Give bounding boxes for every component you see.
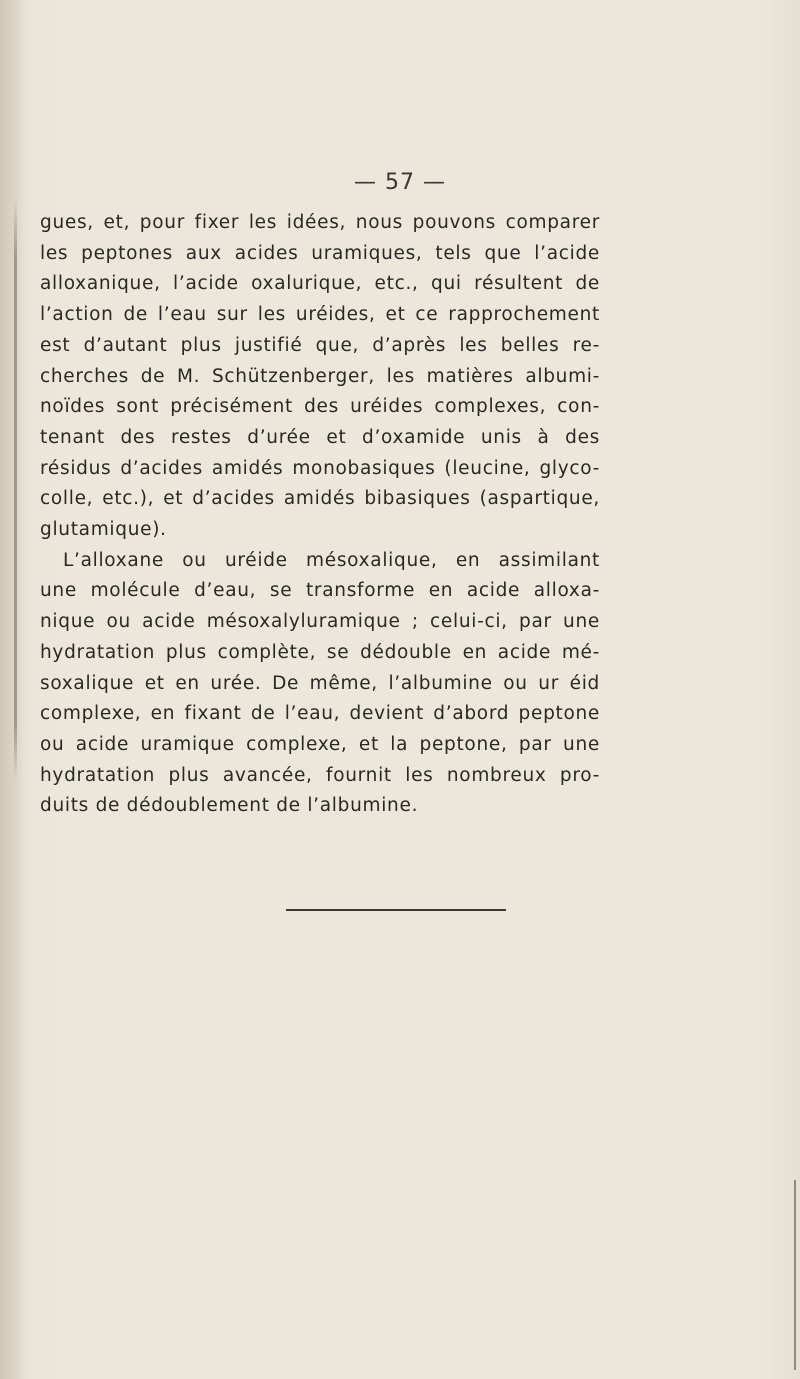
text-line: hydratation plus complète, se dédouble en acide mé- xyxy=(40,641,600,663)
text-line: duits de dédoublement de l’albumine. xyxy=(40,795,419,817)
text-line: complexe, en fixant de l’eau, devient d’abord peptone xyxy=(40,703,600,725)
page-number: — 57 — xyxy=(354,170,446,195)
text-line: résidus d’acides amidés monobasiques (leucine, glyco- xyxy=(40,457,600,479)
text-line: les peptones aux acides uramiques, tels que l’acide xyxy=(40,242,600,264)
binding-shadow xyxy=(0,0,26,1379)
text-line: glutamique). xyxy=(40,519,167,541)
page-edge-mark xyxy=(794,1180,796,1370)
text-line: noïdes sont précisément des uréides complexes, con- xyxy=(40,396,600,418)
text-line: colle, etc.), et d’acides amidés bibasiques (aspartique, xyxy=(40,488,600,510)
body-text xyxy=(40,208,600,822)
text-line: l’action de l’eau sur les uréides, et ce rapprochement xyxy=(40,304,600,326)
text-line: est d’autant plus justifié que, d’après les belles re- xyxy=(40,334,600,356)
text-line: tenant des restes d’urée et d’oxamide unis à des xyxy=(40,426,600,448)
end-rule xyxy=(286,909,506,911)
text-line: nique ou acide mésoxalyluramique ; celui-ci, par une xyxy=(40,611,600,633)
text-line: cherches de M. Schützenberger, les matières albumi- xyxy=(40,365,600,387)
text-line: ou acide uramique complexe, et la peptone, par une xyxy=(40,733,600,755)
text-line: une molécule d’eau, se transforme en acide alloxa- xyxy=(40,580,600,602)
binding-edge xyxy=(14,200,17,780)
text-line: soxalique et en urée. De même, l’albumine ou ur éid xyxy=(40,672,600,694)
text-line: hydratation plus avancée, fournit les nombreux pro- xyxy=(40,764,600,786)
text-line: alloxanique, l’acide oxalurique, etc., qui résultent de xyxy=(40,273,600,295)
text-line: L’alloxane ou uréide mésoxalique, en assimilant xyxy=(63,549,600,571)
text-line: gues, et, pour fixer les idées, nous pouvons comparer xyxy=(40,212,600,233)
